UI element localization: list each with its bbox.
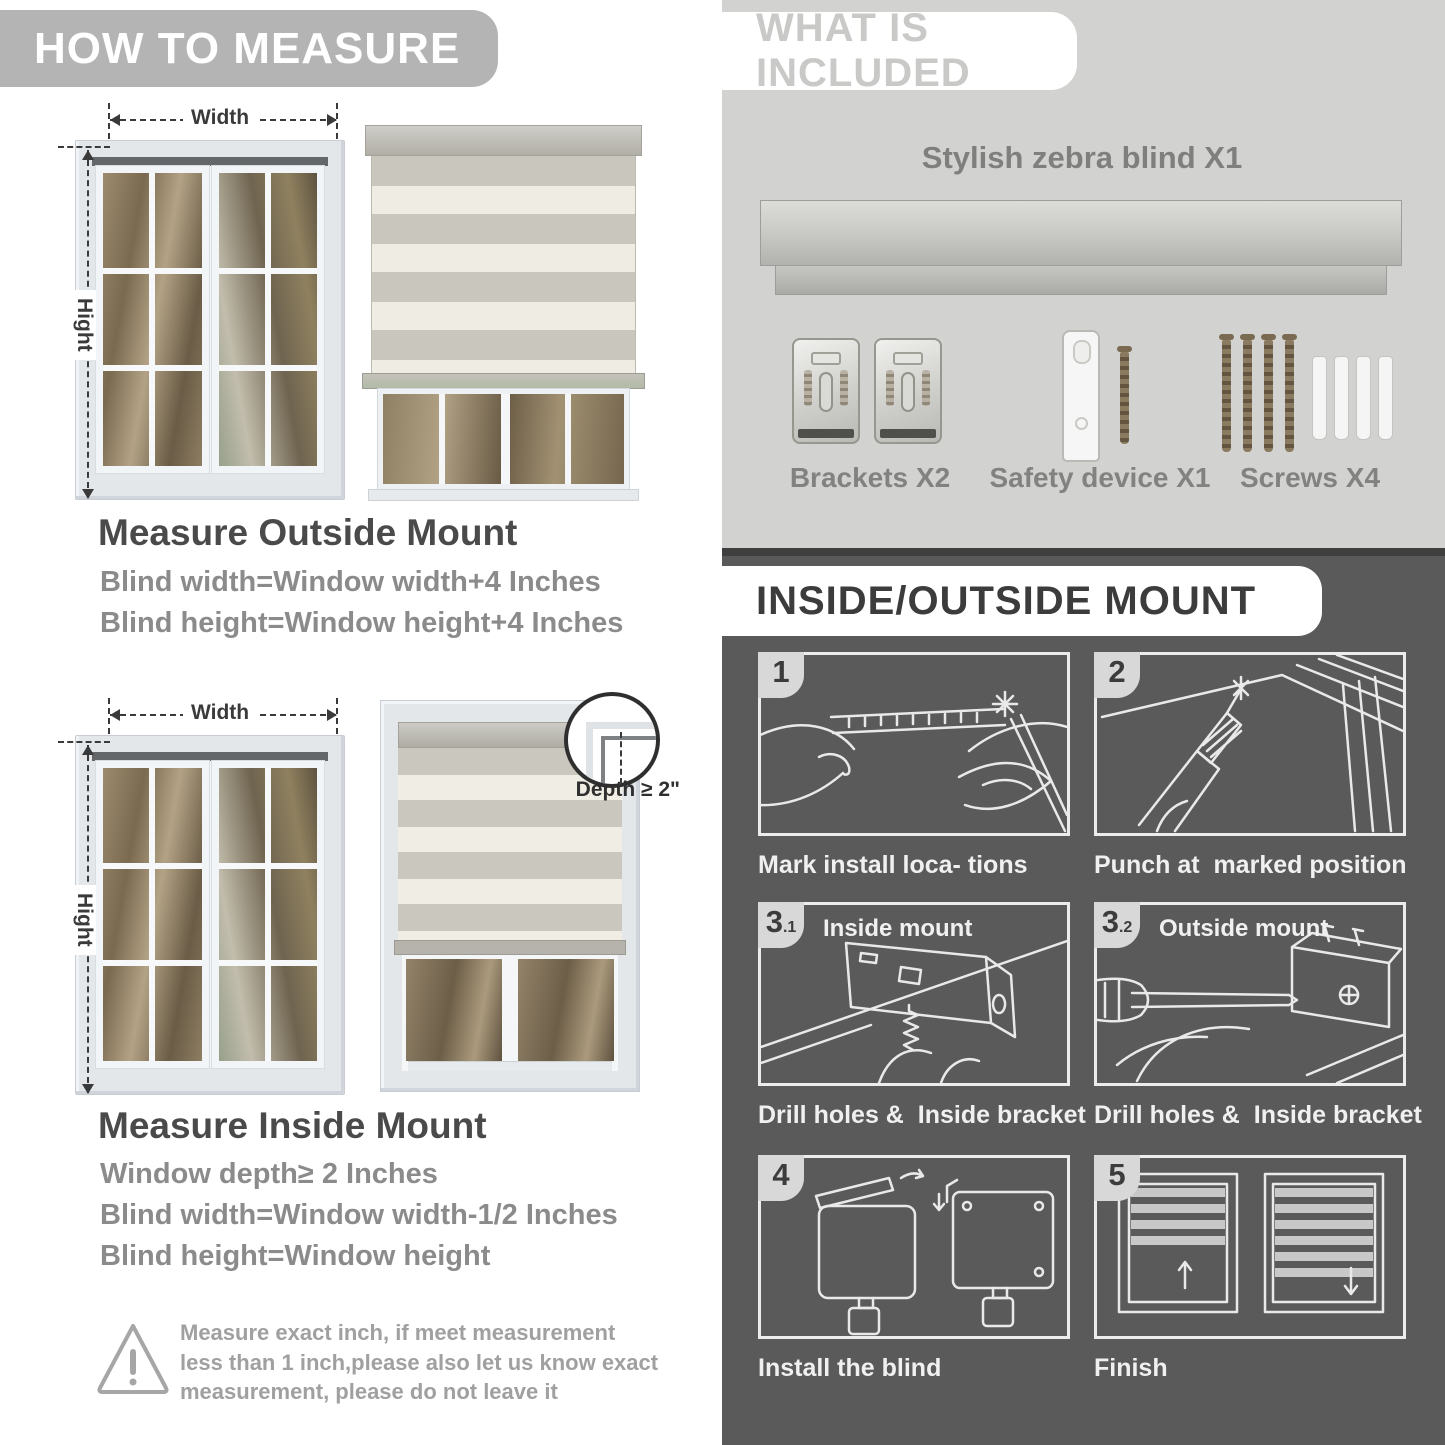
zebra-blind-cassette xyxy=(365,125,642,156)
screw-part xyxy=(1285,340,1294,452)
inside-formula-height: Blind height=Window height xyxy=(100,1240,491,1272)
window-photo-fill xyxy=(406,959,502,1061)
window-photo-fill xyxy=(518,959,614,1061)
what-is-included-section xyxy=(722,0,1445,551)
mount-instructions-section xyxy=(722,548,1445,1445)
wall-anchor-part xyxy=(1356,356,1371,440)
step-panel-5 xyxy=(1094,1155,1406,1339)
window-under-blind xyxy=(378,389,629,489)
window-photo-outside xyxy=(75,140,345,500)
zebra-blind-bottom-rail xyxy=(362,373,645,389)
bracket-base xyxy=(880,429,936,438)
bracket-base xyxy=(798,429,854,438)
window-sashes xyxy=(96,166,324,473)
inside-formula-width: Blind width=Window width-1/2 Inches xyxy=(100,1199,618,1231)
bracket-slot xyxy=(819,372,833,412)
bracket-screw xyxy=(804,370,812,406)
window-under-blind xyxy=(402,955,618,1071)
step-5-caption: Finish xyxy=(1094,1354,1168,1382)
arrowhead-down-icon xyxy=(82,1084,94,1094)
arrowhead-down-icon xyxy=(82,489,94,499)
window-sash-left xyxy=(96,166,209,473)
step-4-illustration xyxy=(761,1158,1067,1336)
bracket-screw xyxy=(886,370,894,406)
screw-part xyxy=(1222,340,1231,452)
measurement-warning-text: Measure exact inch, if meet measurement less than 1 inch,please also let us know exact measurement, please do not leave it xyxy=(180,1320,659,1405)
bracket-part xyxy=(874,338,942,444)
step-number-badge: 4 xyxy=(758,1155,804,1201)
zebra-blind-fabric xyxy=(371,156,636,373)
window-sill xyxy=(408,1061,612,1071)
bracket-part xyxy=(792,338,860,444)
how-to-measure-title: HOW TO MEASURE xyxy=(34,23,461,73)
hight-tick-top xyxy=(58,146,110,148)
hight-label: Hight xyxy=(72,290,96,360)
window-sash-right xyxy=(212,166,325,473)
screw-part xyxy=(1120,352,1129,444)
safety-device-label: Safety device X1 xyxy=(989,462,1211,493)
arrowhead-left-icon xyxy=(110,114,120,126)
step-number-badge: 3 .1 xyxy=(758,902,804,948)
step-number-badge: 5 xyxy=(1094,1155,1140,1201)
hight-label: Hight xyxy=(72,885,96,955)
bracket-screw xyxy=(922,370,930,406)
window-photo-inside xyxy=(75,735,345,1095)
inside-mount-label: Inside mount xyxy=(823,915,973,942)
step-number-badge: 3 .2 xyxy=(1094,902,1140,948)
zebra-blind-bottom-rail xyxy=(394,940,626,955)
safety-device-hole xyxy=(1073,340,1091,364)
wall-anchor-part xyxy=(1334,356,1349,440)
outside-mount-label: Outside mount xyxy=(1159,915,1329,942)
step-number-badge: 2 xyxy=(1094,652,1140,698)
arrowhead-up-icon xyxy=(82,150,94,160)
screw-part xyxy=(1243,340,1252,452)
safety-device-eyelet xyxy=(1075,417,1088,430)
step-panel-1 xyxy=(758,652,1070,836)
depth-dashed-line xyxy=(620,732,622,784)
outside-formula-width: Blind width=Window width+4 Inches xyxy=(100,566,601,598)
step-2-caption: Punch at marked position xyxy=(1094,851,1407,879)
step-3-2-caption: Drill holes & Inside bracket xyxy=(1094,1101,1422,1129)
wall-anchor-part xyxy=(1312,356,1327,440)
depth-detail-magnifier-icon xyxy=(564,692,660,788)
step-number-badge: 1 xyxy=(758,652,804,698)
step-2-illustration xyxy=(1097,655,1403,833)
zebra-blind-cassette-product xyxy=(760,200,1402,266)
measure-outside-title: Measure Outside Mount xyxy=(98,512,518,553)
screws-label: Screws X4 xyxy=(1239,462,1381,493)
mount-header xyxy=(722,566,1322,636)
window-top-shade xyxy=(92,752,328,761)
step-panel-4 xyxy=(758,1155,1070,1339)
how-to-measure-section xyxy=(0,0,722,1445)
step-panel-3-1 xyxy=(758,902,1070,1086)
bracket-screw xyxy=(840,370,848,406)
step-3-1-caption: Drill holes & Inside bracket xyxy=(758,1101,1086,1129)
window-mullion xyxy=(439,394,445,484)
zebra-blind-product-label: Stylish zebra blind X1 xyxy=(921,140,1243,175)
step-5-illustration xyxy=(1097,1158,1403,1336)
zebra-blind-cassette-lip xyxy=(775,266,1387,295)
brackets-label: Brackets X2 xyxy=(789,462,951,493)
window-top-shade xyxy=(92,157,328,166)
how-to-measure-header xyxy=(0,10,498,87)
inside-formula-depth: Window depth≥ 2 Inches xyxy=(100,1158,438,1190)
measure-inside-title: Measure Inside Mount xyxy=(98,1105,487,1146)
mount-title: INSIDE/OUTSIDE MOUNT xyxy=(756,578,1257,623)
what-is-included-title: WHAT IS INCLUDED xyxy=(756,6,971,95)
window-sash-right xyxy=(212,761,325,1068)
step-panel-2 xyxy=(1094,652,1406,836)
bracket-slot xyxy=(901,372,915,412)
window-mullion xyxy=(501,394,510,484)
arrowhead-left-icon xyxy=(110,709,120,721)
arrowhead-right-icon xyxy=(327,114,337,126)
warning-triangle-icon xyxy=(92,1318,174,1400)
window-mullion xyxy=(565,394,571,484)
step-4-caption: Install the blind xyxy=(758,1354,942,1382)
step-panel-3-2 xyxy=(1094,902,1406,1086)
screw-part xyxy=(1264,340,1273,452)
arrowhead-up-icon xyxy=(82,745,94,755)
bracket-tab xyxy=(893,352,923,365)
arrowhead-right-icon xyxy=(327,709,337,721)
what-is-included-header xyxy=(722,6,1077,95)
wall-anchor-part xyxy=(1378,356,1393,440)
window-sash-left xyxy=(96,761,209,1068)
outside-formula-height: Blind height=Window height+4 Inches xyxy=(100,607,624,639)
step-1-illustration xyxy=(761,655,1067,833)
window-sill xyxy=(368,489,639,501)
width-label: Width xyxy=(183,701,257,725)
bracket-tab xyxy=(811,352,841,365)
hight-tick-top xyxy=(58,741,110,743)
depth-label: Depth ≥ 2" xyxy=(575,778,680,801)
width-label: Width xyxy=(183,106,257,130)
window-sashes xyxy=(96,761,324,1068)
safety-device-part xyxy=(1062,330,1100,462)
step-1-caption: Mark install loca- tions xyxy=(758,851,1028,879)
